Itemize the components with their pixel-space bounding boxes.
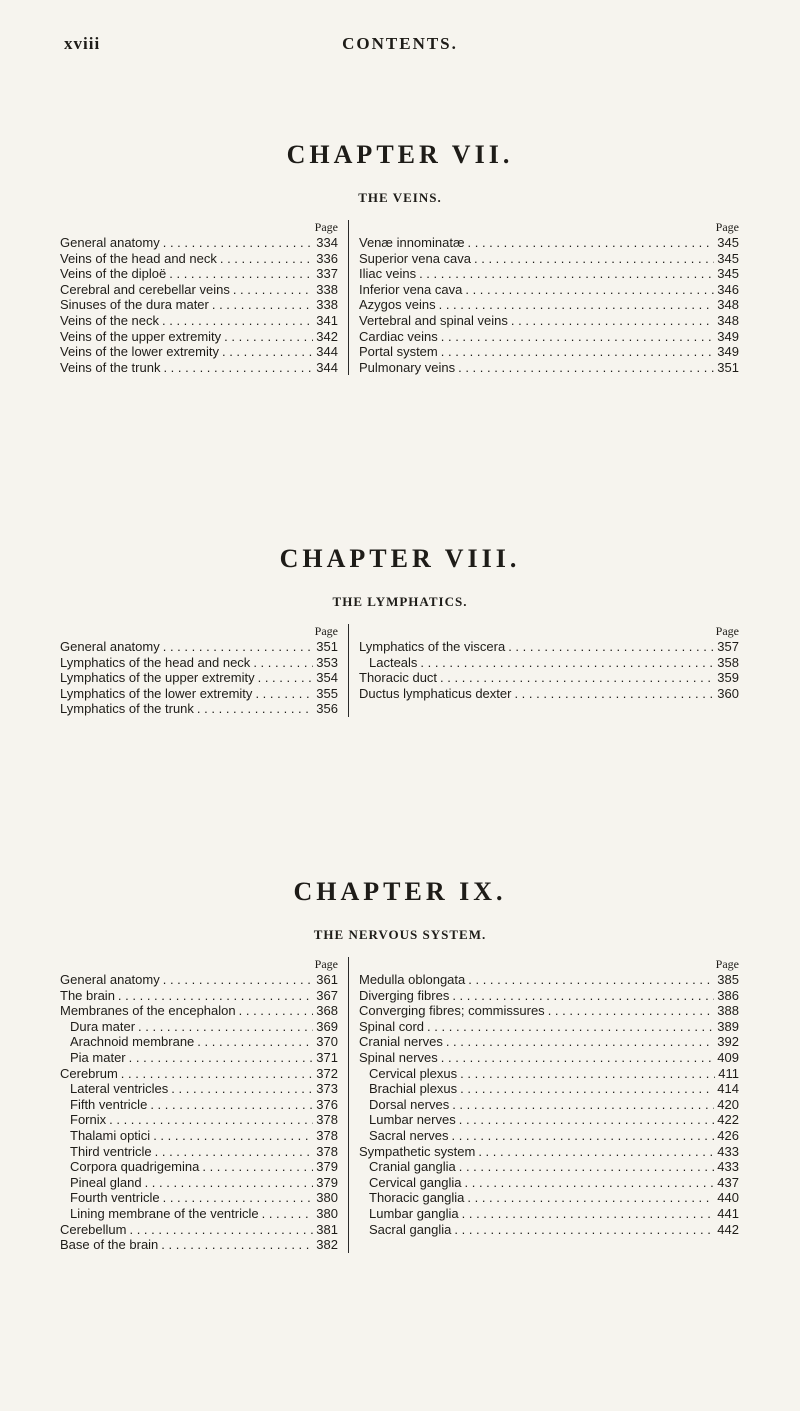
dot-leader <box>129 1222 313 1238</box>
toc-entry <box>359 639 739 655</box>
page-folio: xviii <box>64 34 101 53</box>
page-column-label: Page <box>314 957 338 971</box>
toc-entry-label: Lining membrane of the ventricle <box>70 1205 259 1221</box>
toc-entry <box>359 1144 739 1160</box>
toc-entry <box>60 360 338 376</box>
toc-entry <box>60 1190 338 1206</box>
toc-entry-page: 357 <box>717 639 739 654</box>
toc-entry-label: Veins of the diploë <box>60 266 167 282</box>
toc-entry-label: Lymphatics of the viscera <box>359 639 506 654</box>
dot-leader <box>548 1003 715 1019</box>
toc-entry <box>359 235 739 251</box>
toc-entry-page: 442 <box>717 1221 739 1237</box>
toc-entry <box>60 1112 338 1128</box>
toc-entry-label: Lumbar ganglia <box>369 1205 459 1221</box>
toc-entry <box>359 1190 739 1206</box>
dot-leader <box>129 1050 314 1066</box>
toc-entry-page: 422 <box>717 1112 739 1128</box>
toc-entry-label: Venæ innominatæ <box>359 235 465 250</box>
toc-entry-page: 368 <box>316 1003 338 1019</box>
dot-leader <box>441 329 715 345</box>
toc-entry-label: Pineal gland <box>70 1174 142 1190</box>
dot-leader <box>163 639 314 655</box>
dot-leader <box>138 1019 313 1035</box>
toc-entry <box>359 1112 739 1128</box>
toc-entry <box>359 1019 739 1035</box>
dot-leader <box>462 1206 715 1222</box>
dot-leader <box>161 1237 313 1253</box>
toc-entry-page: 351 <box>316 639 338 654</box>
toc-entry <box>60 1159 338 1175</box>
toc-entry-page: 433 <box>717 1159 739 1175</box>
toc-entry <box>359 988 739 1004</box>
toc-entry-page: 388 <box>717 1003 739 1019</box>
dot-leader <box>162 313 313 329</box>
toc-entry <box>359 1159 739 1175</box>
dot-leader <box>233 282 313 298</box>
dot-leader <box>439 297 715 313</box>
toc-entry-label: Thoracic duct <box>359 670 438 686</box>
toc-column-left <box>60 957 348 1253</box>
dot-leader <box>163 1190 314 1206</box>
toc-entry-label: Cervical plexus <box>369 1065 458 1081</box>
dot-leader <box>514 686 714 702</box>
toc-entry <box>359 1050 739 1066</box>
toc-entry-page: 426 <box>717 1127 739 1143</box>
toc-entry-page: 351 <box>717 359 739 375</box>
toc-column-left <box>60 220 348 375</box>
toc-entry-label: Cervical ganglia <box>369 1174 462 1190</box>
dot-leader <box>451 1128 714 1144</box>
dot-leader <box>460 1081 714 1097</box>
toc-entry <box>60 297 338 313</box>
toc-entry-page: 440 <box>717 1190 739 1206</box>
toc-entry-page: 345 <box>717 235 739 250</box>
dot-leader <box>220 251 313 267</box>
toc-entry-label: Lymphatics of the upper extremity <box>60 670 255 686</box>
toc-entry <box>359 1175 739 1191</box>
dot-leader <box>222 344 313 360</box>
toc-entry-label: Inferior vena cava <box>359 281 463 297</box>
toc-column-right <box>348 957 739 1253</box>
toc-entry <box>60 1050 338 1066</box>
toc-entry <box>359 686 739 702</box>
dot-leader <box>163 360 313 376</box>
toc-entry <box>60 1144 338 1160</box>
toc-entry-label: Lumbar nerves <box>369 1112 456 1128</box>
running-title: CONTENTS. <box>342 34 458 53</box>
toc-entry-page: 348 <box>717 312 739 328</box>
toc-entry-label: Pia mater <box>70 1049 126 1065</box>
dot-leader <box>197 701 313 717</box>
toc-entry-page: 342 <box>316 328 338 344</box>
toc-entry-label: Spinal nerves <box>359 1049 438 1065</box>
toc-entry-label: Converging fibres; commissures <box>359 1003 545 1019</box>
toc-entry <box>359 1081 739 1097</box>
toc-entry <box>359 360 739 376</box>
toc-entry-page: 344 <box>316 359 338 375</box>
toc-entry <box>60 1128 338 1144</box>
toc-entry-page: 345 <box>717 250 739 266</box>
toc-entry-label: Portal system <box>359 344 438 360</box>
dot-leader <box>468 972 714 988</box>
toc-entry-page: 420 <box>717 1096 739 1112</box>
toc-entry-page: 433 <box>717 1143 739 1159</box>
toc-entry-page: 353 <box>316 654 338 670</box>
toc-entry-label: Iliac veins <box>359 266 417 282</box>
toc-entry-label: Brachial plexus <box>369 1081 458 1097</box>
toc-entry <box>359 1003 739 1019</box>
toc-entry-label: Lacteals <box>369 654 418 670</box>
toc-entry <box>60 1222 338 1238</box>
toc-entry-page: 370 <box>316 1034 338 1050</box>
toc-entry <box>60 235 338 251</box>
dot-leader <box>419 266 714 282</box>
toc-entry-label: Veins of the upper extremity <box>60 328 222 344</box>
toc-entry <box>60 1175 338 1191</box>
toc-entry <box>359 670 739 686</box>
toc-entry-page: 379 <box>316 1174 338 1190</box>
dot-leader <box>474 251 714 267</box>
toc-entry <box>60 1237 338 1253</box>
toc-entry-page: 338 <box>316 281 338 297</box>
toc-entry <box>60 344 338 360</box>
toc-entry-page: 361 <box>316 972 338 987</box>
toc-entry-page: 360 <box>717 685 739 701</box>
toc-entry-label: Lateral ventricles <box>70 1081 169 1097</box>
dot-leader <box>420 655 714 671</box>
dot-leader <box>452 988 714 1004</box>
toc-entry-page: 392 <box>717 1034 739 1050</box>
dot-leader <box>153 1128 313 1144</box>
toc-entry <box>60 329 338 345</box>
dot-leader <box>169 266 313 282</box>
toc-entry-page: 385 <box>717 972 739 987</box>
toc-entry <box>359 1034 739 1050</box>
dot-leader <box>458 360 714 376</box>
toc-entry-page: 354 <box>316 670 338 686</box>
toc-entry-label: General anatomy <box>60 235 160 250</box>
toc-entry <box>60 1097 338 1113</box>
toc-entry <box>359 1097 739 1113</box>
toc-entry <box>359 972 739 988</box>
toc-entry-label: Cerebrum <box>60 1065 118 1081</box>
toc-entry-page: 373 <box>316 1081 338 1097</box>
dot-leader <box>511 313 714 329</box>
toc-entry-page: 379 <box>316 1159 338 1175</box>
toc-entry <box>60 686 338 702</box>
dot-leader <box>427 1019 714 1035</box>
dot-leader <box>224 329 313 345</box>
toc-entry-label: Lymphatics of the head and neck <box>60 654 251 670</box>
toc-entry-page: 344 <box>316 344 338 360</box>
toc-entry <box>359 1206 739 1222</box>
toc-entry-page: 334 <box>316 235 338 250</box>
toc-entry-label: Arachnoid membrane <box>70 1034 195 1050</box>
dot-leader <box>145 1175 314 1191</box>
toc-entry-page: 372 <box>316 1065 338 1081</box>
toc-entry <box>60 1206 338 1222</box>
dot-leader <box>197 1034 313 1050</box>
toc-entry <box>359 266 739 282</box>
dot-leader <box>441 1050 715 1066</box>
toc-entry-label: General anatomy <box>60 972 160 987</box>
toc-entry-label: Diverging fibres <box>359 987 450 1003</box>
toc-entry <box>60 655 338 671</box>
dot-leader <box>446 1034 714 1050</box>
toc-entry-label: Third ventricle <box>70 1143 152 1159</box>
toc-entry <box>60 266 338 282</box>
toc-column-right <box>348 220 739 375</box>
dot-leader <box>441 344 715 360</box>
toc-entry-label: Veins of the head and neck <box>60 250 217 266</box>
toc-entry-label: General anatomy <box>60 639 160 654</box>
dot-leader <box>459 1112 715 1128</box>
dot-leader <box>468 235 715 251</box>
toc-entry <box>359 1066 739 1082</box>
toc-entry <box>359 282 739 298</box>
page-column-label: Page <box>314 624 338 638</box>
toc-entry-page: 371 <box>316 1049 338 1065</box>
toc-entry-label: Veins of the lower extremity <box>60 344 219 360</box>
dot-leader <box>239 1003 314 1019</box>
chapter-title: CHAPTER VII. <box>286 140 514 169</box>
toc-entry <box>60 670 338 686</box>
dot-leader <box>253 655 313 671</box>
toc-entry <box>359 1128 739 1144</box>
toc-entry-page: 337 <box>316 266 338 282</box>
dot-leader <box>465 282 714 298</box>
toc-entry-page: 414 <box>717 1081 739 1097</box>
toc-entry-page: 382 <box>316 1237 338 1253</box>
dot-leader <box>163 972 314 988</box>
toc-entry-page: 356 <box>316 701 338 717</box>
dot-leader <box>202 1159 313 1175</box>
dot-leader <box>255 686 313 702</box>
toc-entry-label: Cerebellum <box>60 1221 127 1237</box>
toc-entry-label: Fornix <box>70 1112 107 1128</box>
toc-entry-label: Corpora quadrigemina <box>70 1159 200 1175</box>
toc-entry-page: 355 <box>316 685 338 701</box>
dot-leader <box>452 1097 714 1113</box>
chapter-subtitle: THE NERVOUS SYSTEM. <box>313 927 487 942</box>
toc-entry-page: 378 <box>316 1112 338 1128</box>
toc-entry-page: 336 <box>316 250 338 266</box>
toc-entry-page: 359 <box>717 670 739 686</box>
toc-column-right <box>348 624 739 717</box>
toc-entry-label: Cerebral and cerebellar veins <box>60 281 230 297</box>
toc-entry-page: 349 <box>717 344 739 360</box>
toc-entry-page: 349 <box>717 328 739 344</box>
toc-entry-page: 411 <box>718 1065 739 1081</box>
toc-entry-label: Lymphatics of the trunk <box>60 701 194 717</box>
chapter-vii <box>60 138 740 375</box>
toc-entry-page: 369 <box>316 1018 338 1034</box>
page-column-label: Page <box>715 624 739 638</box>
toc-entry-page: 376 <box>316 1096 338 1112</box>
page-column-label: Page <box>715 957 739 971</box>
toc-entry-label: Thoracic ganglia <box>369 1190 465 1206</box>
dot-leader <box>465 1175 715 1191</box>
toc-entry <box>60 251 338 267</box>
running-head <box>64 34 736 54</box>
page-column-label: Page <box>715 220 739 234</box>
toc-entry-page: 378 <box>316 1143 338 1159</box>
toc-entry-page: 409 <box>717 1049 739 1065</box>
toc-entry-label: Fourth ventricle <box>70 1190 160 1206</box>
dot-leader <box>109 1112 313 1128</box>
toc-entry-page: 386 <box>717 987 739 1003</box>
toc-entry <box>359 329 739 345</box>
toc-entry <box>359 251 739 267</box>
toc-entry-label: Lymphatics of the lower extremity <box>60 685 253 701</box>
dot-leader <box>155 1144 314 1160</box>
toc-entry <box>359 344 739 360</box>
dot-leader <box>121 1066 314 1082</box>
toc-entry <box>60 972 338 988</box>
toc-entry-label: Vertebral and spinal veins <box>359 312 508 328</box>
page-column-label: Page <box>314 220 338 234</box>
toc-entry-page: 389 <box>717 1018 739 1034</box>
toc-entry <box>60 639 338 655</box>
toc-entry-page: 380 <box>316 1190 338 1206</box>
toc-entry-page: 345 <box>717 266 739 282</box>
toc-entry <box>359 297 739 313</box>
toc-entry-label: Medulla oblongata <box>359 972 466 987</box>
chapter-viii <box>60 542 740 717</box>
toc-entry-label: Membranes of the encephalon <box>60 1003 236 1019</box>
toc-entry-label: Azygos veins <box>359 297 436 313</box>
toc-entry-label: Veins of the trunk <box>60 359 161 375</box>
dot-leader <box>478 1144 714 1160</box>
toc-entry-label: Sinuses of the dura mater <box>60 297 209 313</box>
toc-entry-label: Pulmonary veins <box>359 359 456 375</box>
dot-leader <box>454 1222 714 1238</box>
toc-entry-label: Cardiac veins <box>359 328 438 344</box>
dot-leader <box>508 639 714 655</box>
toc-entry-label: Cranial ganglia <box>369 1159 456 1175</box>
toc-entry-page: 338 <box>316 297 338 313</box>
dot-leader <box>150 1097 313 1113</box>
toc-entry-label: Sacral nerves <box>369 1127 449 1143</box>
chapter-ix <box>60 875 740 1253</box>
toc-entry-page: 380 <box>316 1205 338 1221</box>
toc-entry-label: Sympathetic system <box>359 1143 476 1159</box>
toc-entry-label: Dura mater <box>70 1018 136 1034</box>
toc-entry <box>60 1003 338 1019</box>
chapter-title: CHAPTER VIII. <box>279 544 521 573</box>
toc-entry <box>60 988 338 1004</box>
dot-leader <box>440 670 714 686</box>
toc-entry-label: The brain <box>60 987 115 1003</box>
toc-entry-page: 381 <box>316 1221 338 1237</box>
chapter-title: CHAPTER IX. <box>293 877 507 906</box>
toc-entry-label: Veins of the neck <box>60 312 160 328</box>
toc-entry-label: Cranial nerves <box>359 1034 443 1050</box>
dot-leader <box>460 1066 715 1082</box>
toc-entry-page: 437 <box>717 1174 739 1190</box>
toc-entry <box>60 1034 338 1050</box>
dot-leader <box>467 1190 714 1206</box>
toc-entry-label: Sacral ganglia <box>369 1221 452 1237</box>
toc-entry-page: 346 <box>717 281 739 297</box>
toc-entry <box>359 655 739 671</box>
chapter-subtitle: THE VEINS. <box>358 190 442 205</box>
toc-entry-page: 367 <box>316 987 338 1003</box>
toc-entry <box>60 701 338 717</box>
toc-entry <box>359 1222 739 1238</box>
toc-entry-page: 341 <box>316 312 338 328</box>
toc-entry-page: 441 <box>717 1205 739 1221</box>
toc-entry-label: Fifth ventricle <box>70 1096 148 1112</box>
toc-entry-label: Dorsal nerves <box>369 1096 450 1112</box>
toc-entry-label: Ductus lymphaticus dexter <box>359 685 512 701</box>
dot-leader <box>171 1081 313 1097</box>
toc-entry-label: Thalami optici <box>70 1127 151 1143</box>
dot-leader <box>163 235 314 251</box>
toc-entry-page: 348 <box>717 297 739 313</box>
dot-leader <box>212 297 313 313</box>
toc-entry <box>60 1081 338 1097</box>
toc-entry-page: 358 <box>717 654 739 670</box>
toc-entry <box>60 282 338 298</box>
toc-entry-label: Base of the brain <box>60 1237 159 1253</box>
toc-entry <box>60 1019 338 1035</box>
toc-entry <box>359 313 739 329</box>
toc-entry <box>60 1066 338 1082</box>
toc-entry-label: Superior vena cava <box>359 250 472 266</box>
dot-leader <box>258 670 314 686</box>
toc-entry-page: 378 <box>316 1127 338 1143</box>
chapter-subtitle: THE LYMPHATICS. <box>332 594 468 609</box>
toc-column-left <box>60 624 348 717</box>
dot-leader <box>118 988 313 1004</box>
toc-entry <box>60 313 338 329</box>
dot-leader <box>262 1206 314 1222</box>
toc-entry-label: Spinal cord <box>359 1018 425 1034</box>
dot-leader <box>459 1159 715 1175</box>
